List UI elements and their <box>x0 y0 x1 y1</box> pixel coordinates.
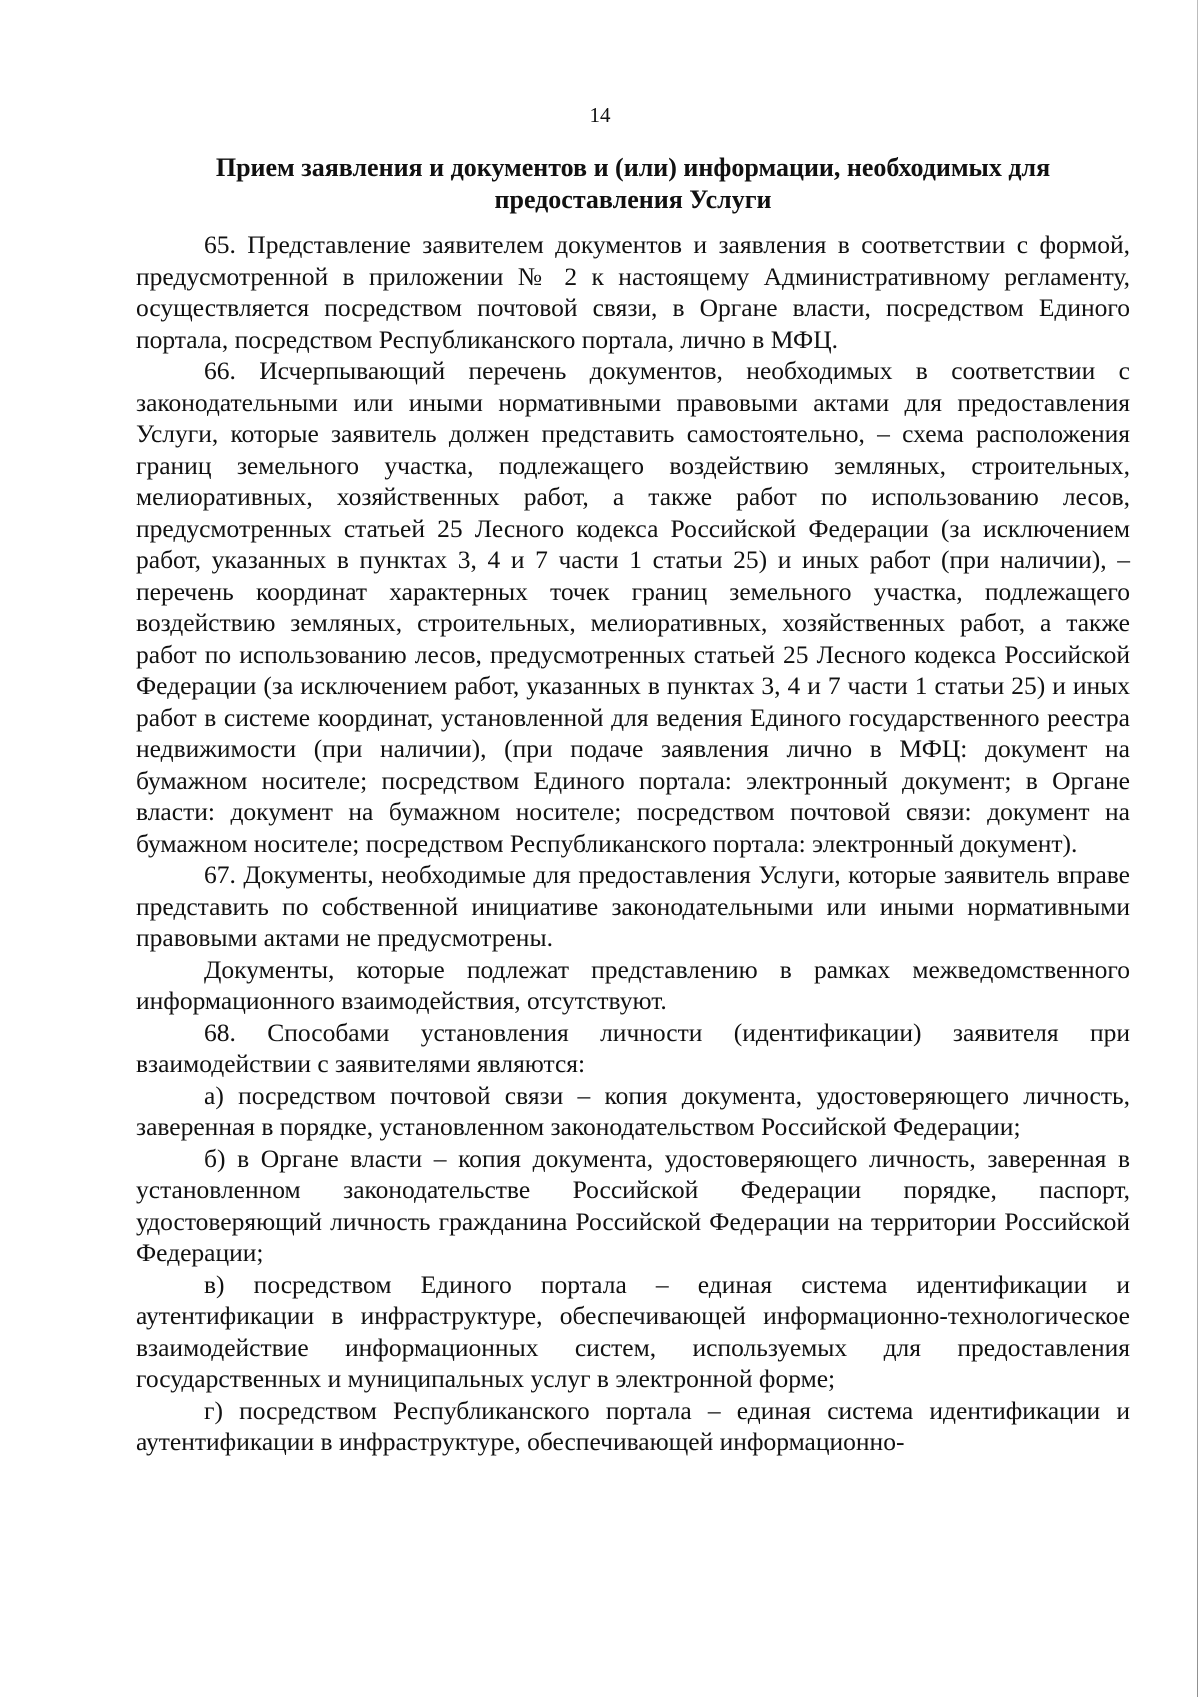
paragraph-67: 67. Документы, необходимые для предоставления Услуги, которые заявитель вправе представить по собственной инициативе законодательными или иными нормативными правовыми актами не предусмотрены. <box>136 860 1130 952</box>
scan-edge-line <box>1197 0 1198 1697</box>
paragraph-66: 66. Исчерпывающий перечень документов, необходимых в соответствии с законодательными или иными нормативными правовыми актами для предоставления Услуги, которые заявитель должен представить самостоятельно, – схема расположения границ земельного участка, подлежащего воздействию земляных, строительных, мелиоративных, хозяйственных работ, а также работ по использованию лесов, предусмотренных статьей 25 Лесного кодекса Российской Федерации (за исключением работ, указанных в пунктах 3, 4 и 7 части 1 статьи 25) и иных работ (при наличии), – перечень координат характерных точек границ земельного участка, подлежащего воздействию земляных, строительных, мелиоративных, хозяйственных работ, а также работ по использованию лесов, предусмотренных статьей 25 Лесного кодекса Российской Федерации (за исключением работ, указанных в пунктах 3, 4 и 7 части 1 статьи 25) и иных работ в системе координат, установленной для ведения Единого государственного реестра недвижимости (при наличии), (при подаче заявления лично в МФЦ: документ на бумажном носителе; посредством Единого портала: электронный документ; в Органе власти: документ на бумажном носителе; посредством почтовой связи: документ на бумажном носителе; посредством Республиканского портала: электронный документ). <box>136 356 1130 858</box>
page-number: 14 <box>589 103 611 127</box>
document-body <box>136 152 1130 1458</box>
paragraph-68-item-b: б) в Органе власти – копия документа, удостоверяющего личность, заверенная в установленном законодательстве Российской Федерации порядке, паспорт, удостоверяющий личность гражданина Российской Федерации на территории Российской Федерации; <box>136 1143 1130 1267</box>
paragraph-68: 68. Способами установления личности (идентификации) заявителя при взаимодействии с заявителями являются: <box>136 1017 1130 1078</box>
paragraph-68-item-a: а) посредством почтовой связи – копия документа, удостоверяющего личность, заверенная в порядке, установленном законодательством Российской Федерации; <box>136 1080 1130 1141</box>
paragraph-67-note: Документы, которые подлежат представлению в рамках межведомственного информационного взаимодействия, отсутствуют. <box>136 954 1130 1015</box>
paragraph-65: 65. Представление заявителем документов и заявления в соответствии с формой, предусмотренной в приложении № 2 к настоящему Административному регламенту, осуществляется посредством почтовой связи, в Органе власти, посредством Единого портала, посредством Республиканского портала, лично в МФЦ. <box>136 230 1130 354</box>
section-title: Прием заявления и документов и (или) информации, необходимых для предоставления Услуги <box>215 153 1051 214</box>
paragraph-68-item-v: в) посредством Единого портала – единая система идентификации и аутентификации в инфраструктуре, обеспечивающей информационно-технологическое взаимодействие информационных систем, используемых для предоставления государственных и муниципальных услуг в электронной форме; <box>136 1269 1130 1393</box>
paragraph-68-item-g: г) посредством Республиканского портала – единая система идентификации и аутентификации в инфраструктуре, обеспечивающей информационно- <box>136 1395 1130 1456</box>
